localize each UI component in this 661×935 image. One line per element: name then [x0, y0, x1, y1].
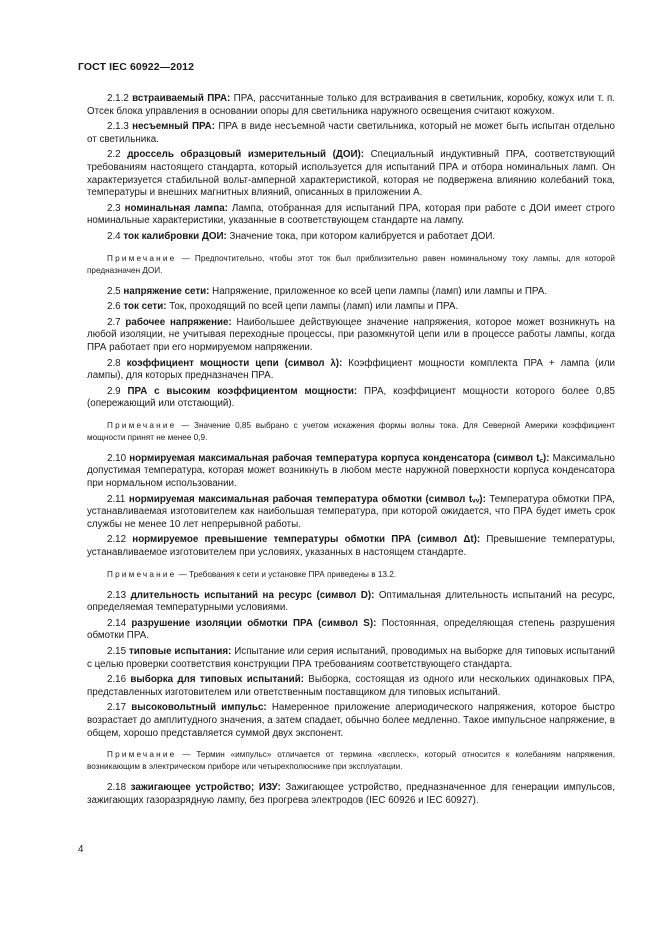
note-text: — Термин «импульс» отличается от термина «всплеск», который относится к колебаниям напряжения, возникающим в электрическом приборе или четырехполюснике при эксплуатации. — [87, 750, 615, 772]
definition-text: Специальный индуктивный ПРА, соответствующий требованиям настоящего стандарта, который используется для испытаний ПРА и отбора номинальных ламп. Он характеризуется стабильной вольт-амперной характеристикой, которая не подвержена влиянию колебаний тока, температуры и внешних магнитных влияний, описанных в приложении А. — [87, 149, 615, 199]
definition-text: Испытание или серия испытаний, проводимых на выборке для типовых испытаний с целью проверки соответствия конструкции ПРА требованиям соответствующего стандарта. — [87, 646, 615, 670]
definition-text: Коэффициент мощности комплекта ПРА + лампа (или лампы), для которых предназначен ПРА. — [87, 357, 616, 382]
definition-paragraph — [87, 358, 615, 383]
definition-text: Превышение температуры, устанавливаемое изготовителем при условиях, указанных в настоящем стандарте. — [87, 534, 615, 559]
term: ПРА с высоким коэффициентом мощности: — [127, 385, 358, 397]
term: рабочее напряжение: — [125, 316, 232, 328]
clause-number: 2.2 — [107, 149, 128, 161]
definition-paragraph — [87, 386, 615, 411]
term: дроссель образцовый измерительный (ДОИ): — [127, 149, 365, 161]
term: напряжение сети: — [123, 285, 210, 297]
clause-number: 2.18 — [107, 782, 131, 794]
note-paragraph — [87, 253, 615, 277]
definition-paragraph — [87, 494, 615, 532]
definition-paragraph — [87, 121, 615, 146]
note-text: — Требования к сети и установке ПРА приведены в 13.2. — [176, 569, 397, 579]
term: зажигающее устройство; ИЗУ: — [130, 782, 281, 794]
note-text: — Значение 0,85 выбрано с учетом искажения формы волны тока. Для Северной Америки коэффициент мощности принят не менее 0,9. — [87, 420, 615, 442]
term: ток калибровки ДОИ: — [123, 230, 227, 242]
note-paragraph — [87, 749, 615, 773]
note-text: — Предпочтительно, чтобы этот ток был приблизительно равен номинальному току лампы, для которой предназначен ДОИ. — [87, 253, 615, 275]
clause-number: 2.6 — [107, 301, 124, 313]
definition-paragraph — [87, 702, 615, 740]
definition-paragraph — [87, 93, 615, 118]
definition-text: Выборка, состоящая из одного или нескольких одинаковых ПРА, представленных изготовителем или ответственным поставщиком для типовых испытаний. — [87, 674, 615, 698]
term: нормируемая максимальная рабочая температура обмотки (символ tᵥᵥ): — [128, 493, 486, 505]
clause-number: 2.4 — [107, 230, 124, 242]
document-header: ГОСТ IEC 60922—2012 — [78, 61, 195, 73]
page-number: 4 — [78, 844, 84, 855]
definition-paragraph — [87, 646, 615, 671]
definition-text: Постоянная, определяющая степень разрушения обмотки ПРА. — [87, 617, 615, 642]
term: длительность испытаний на ресурс (символ D): — [130, 589, 375, 601]
definition-paragraph — [87, 534, 615, 559]
term: коэффициент мощности цепи (символ λ): — [126, 357, 343, 369]
definition-text: ПРА в виде несъемной части светильника, который не может быть испытан отдельно от светильника. — [87, 121, 616, 145]
definition-paragraph — [87, 618, 615, 643]
clause-number: 2.11 — [107, 493, 129, 505]
clause-number: 2.8 — [107, 357, 127, 369]
definition-paragraph — [87, 286, 615, 299]
term: номинальная лампа: — [124, 202, 228, 214]
term: разрушение изоляции обмотки ПРА (символ S): — [131, 617, 377, 629]
clause-number: 2.17 — [107, 702, 132, 714]
term: нормируемое превышение температуры обмотки ПРА (символ Δt): — [132, 534, 481, 546]
clause-number: 2.13 — [107, 589, 131, 601]
term: встраиваемый ПРА: — [132, 93, 231, 104]
clause-number: 2.10 — [107, 452, 130, 464]
clause-number: 2.1.3 — [107, 121, 133, 133]
note-paragraph — [87, 569, 615, 581]
definition-text: Максимально допустимая температура, которая может возникнуть в любом месте наружной поверхности корпуса конденсатора при нормальном использовании. — [87, 452, 615, 490]
definition-paragraph — [87, 317, 615, 355]
term: высоковольтный импульс: — [131, 702, 267, 714]
definition-text: Лампа, отобранная для испытаний ПРА, которая при работе с ДОИ имеет строго номинальные характеристики, указанные в соответствующем стандарте на лампу. — [87, 202, 615, 227]
clause-number: 2.1.2 — [107, 93, 133, 104]
note-label: Примечание — [107, 750, 177, 760]
clause-number: 2.5 — [107, 285, 124, 297]
page-body — [87, 93, 615, 810]
definition-paragraph — [87, 453, 615, 491]
clause-number: 2.12 — [107, 534, 133, 546]
definition-paragraph — [87, 301, 615, 314]
clause-number: 2.3 — [107, 202, 125, 214]
definition-text: Наибольшее действующее значение напряжения, которое может возникнуть на любой изоляции, не учитывая переходные процессы, при разомкнутой цепи или в процессе работы лампы, когда ПРА работает при его нормируемом напряжении. — [87, 316, 615, 353]
definition-text: Температура обмотки ПРА, устанавливаемая изготовителем как наибольшая температура, при которой ожидается, что ПРА будет иметь срок службы не менее 10 лет непрерывной работы. — [87, 493, 615, 530]
clause-number: 2.7 — [107, 316, 126, 328]
clause-number: 2.9 — [107, 385, 128, 397]
note-label: Примечание — [107, 420, 177, 430]
clause-number: 2.15 — [107, 646, 129, 657]
definition-text: Напряжение, приложенное ко всей цепи лампы (ламп) или лампы и ПРА. — [209, 285, 548, 297]
note-paragraph — [87, 420, 615, 444]
definition-text: Намеренное приложение апериодического напряжения, которое быстро возрастает до амплитудного значения, а затем спадает, обычно более медленно. Такое импульсное напряжение, в общем, хорошо представляется суммой двух экспонент. — [87, 702, 616, 739]
note-label: Примечание — [107, 253, 177, 263]
definition-text: Зажигающее устройство, предназначенное для генерации импульсов, зажигающих газоразрядную лампу, без прогрева электродов (IEC 60926 и IEC 60927). — [87, 782, 615, 806]
note-label: Примечание — [107, 569, 177, 579]
term: типовые испытания: — [128, 646, 232, 657]
definition-paragraph — [87, 149, 615, 199]
term: несъемный ПРА: — [132, 121, 216, 133]
definition-paragraph — [87, 590, 615, 615]
definition-paragraph — [87, 782, 615, 807]
definition-text: ПРА, рассчитанные только для встраивания в светильник, коробку, кожух или т. п. Отсек блока управления в основании опоры для светильника наружного освещения считают кожухом. — [87, 93, 615, 117]
term: ток сети: — [123, 301, 167, 313]
definition-paragraph — [87, 203, 615, 228]
definition-text: Оптимальная длительность испытаний на ресурс, определяемая температурными условиями. — [87, 589, 615, 614]
term: выборка для типовых испытаний: — [130, 674, 304, 686]
term: нормируемая максимальная рабочая температура корпуса конденсатора (символ t꜀): — [129, 452, 550, 464]
clause-number: 2.16 — [107, 674, 131, 686]
clause-number: 2.14 — [107, 617, 132, 629]
definition-text: ПРА, коэффициент мощности которого более 0,85 (опережающий или отстающий). — [87, 385, 616, 410]
definition-text: Ток, проходящий по всей цепи лампы (ламп) или лампы и ПРА. — [166, 301, 459, 313]
definition-text: Значение тока, при котором калибруется и работает ДОИ. — [226, 230, 496, 242]
definition-paragraph — [87, 231, 615, 244]
definition-paragraph — [87, 674, 615, 699]
